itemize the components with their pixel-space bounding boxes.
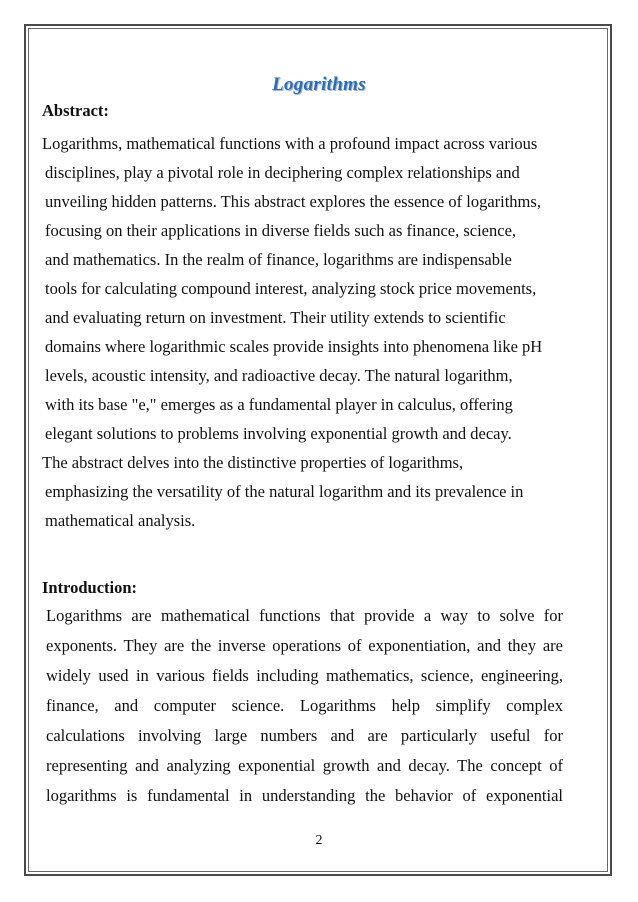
abstract-line: with its base "e," emerges as a fundamental player in calculus, offering xyxy=(45,395,513,414)
abstract-line: mathematical analysis. xyxy=(45,511,196,530)
abstract-line: domains where logarithmic scales provide insights into phenomena like pH xyxy=(45,337,543,356)
intro-line: Logarithms are mathematical functions that provide a way to solve for xyxy=(46,606,563,625)
abstract-line: emphasizing the versatility of the natural logarithm and its prevalence in xyxy=(45,482,524,501)
abstract-line: and evaluating return on investment. Their utility extends to scientific xyxy=(45,308,506,327)
introduction-heading: Introduction: xyxy=(42,578,138,597)
abstract-line: The abstract delves into the distinctive properties of logarithms, xyxy=(42,453,464,472)
intro-line: representing and analyzing exponential growth and decay. The concept of xyxy=(46,756,563,775)
document-title: Logarithms xyxy=(272,74,366,95)
intro-line: finance, and computer science. Logarithms help simplify complex xyxy=(46,696,563,715)
abstract-line: unveiling hidden patterns. This abstract explores the essence of logarithms, xyxy=(45,192,541,211)
abstract-line: tools for calculating compound interest, analyzing stock price movements, xyxy=(45,279,537,298)
intro-line: exponents. They are the inverse operations of exponentiation, and they are xyxy=(46,636,563,655)
abstract-line: focusing on their applications in diverse fields such as finance, science, xyxy=(45,221,517,240)
abstract-line: Logarithms, mathematical functions with a profound impact across various xyxy=(42,134,538,153)
page-number: 2 xyxy=(315,833,323,848)
abstract-heading: Abstract: xyxy=(42,101,109,120)
abstract-line: elegant solutions to problems involving exponential growth and decay. xyxy=(45,424,512,443)
abstract-line: and mathematics. In the realm of finance, logarithms are indispensable xyxy=(45,250,512,269)
intro-line: widely used in various fields including mathematics, science, engineering, xyxy=(46,666,563,685)
abstract-line: levels, acoustic intensity, and radioactive decay. The natural logarithm, xyxy=(45,366,513,385)
abstract-line: disciplines, play a pivotal role in deciphering complex relationships and xyxy=(45,163,520,182)
intro-line: calculations involving large numbers and are particularly useful for xyxy=(46,726,563,745)
intro-line: logarithms is fundamental in understanding the behavior of exponential xyxy=(46,786,563,805)
